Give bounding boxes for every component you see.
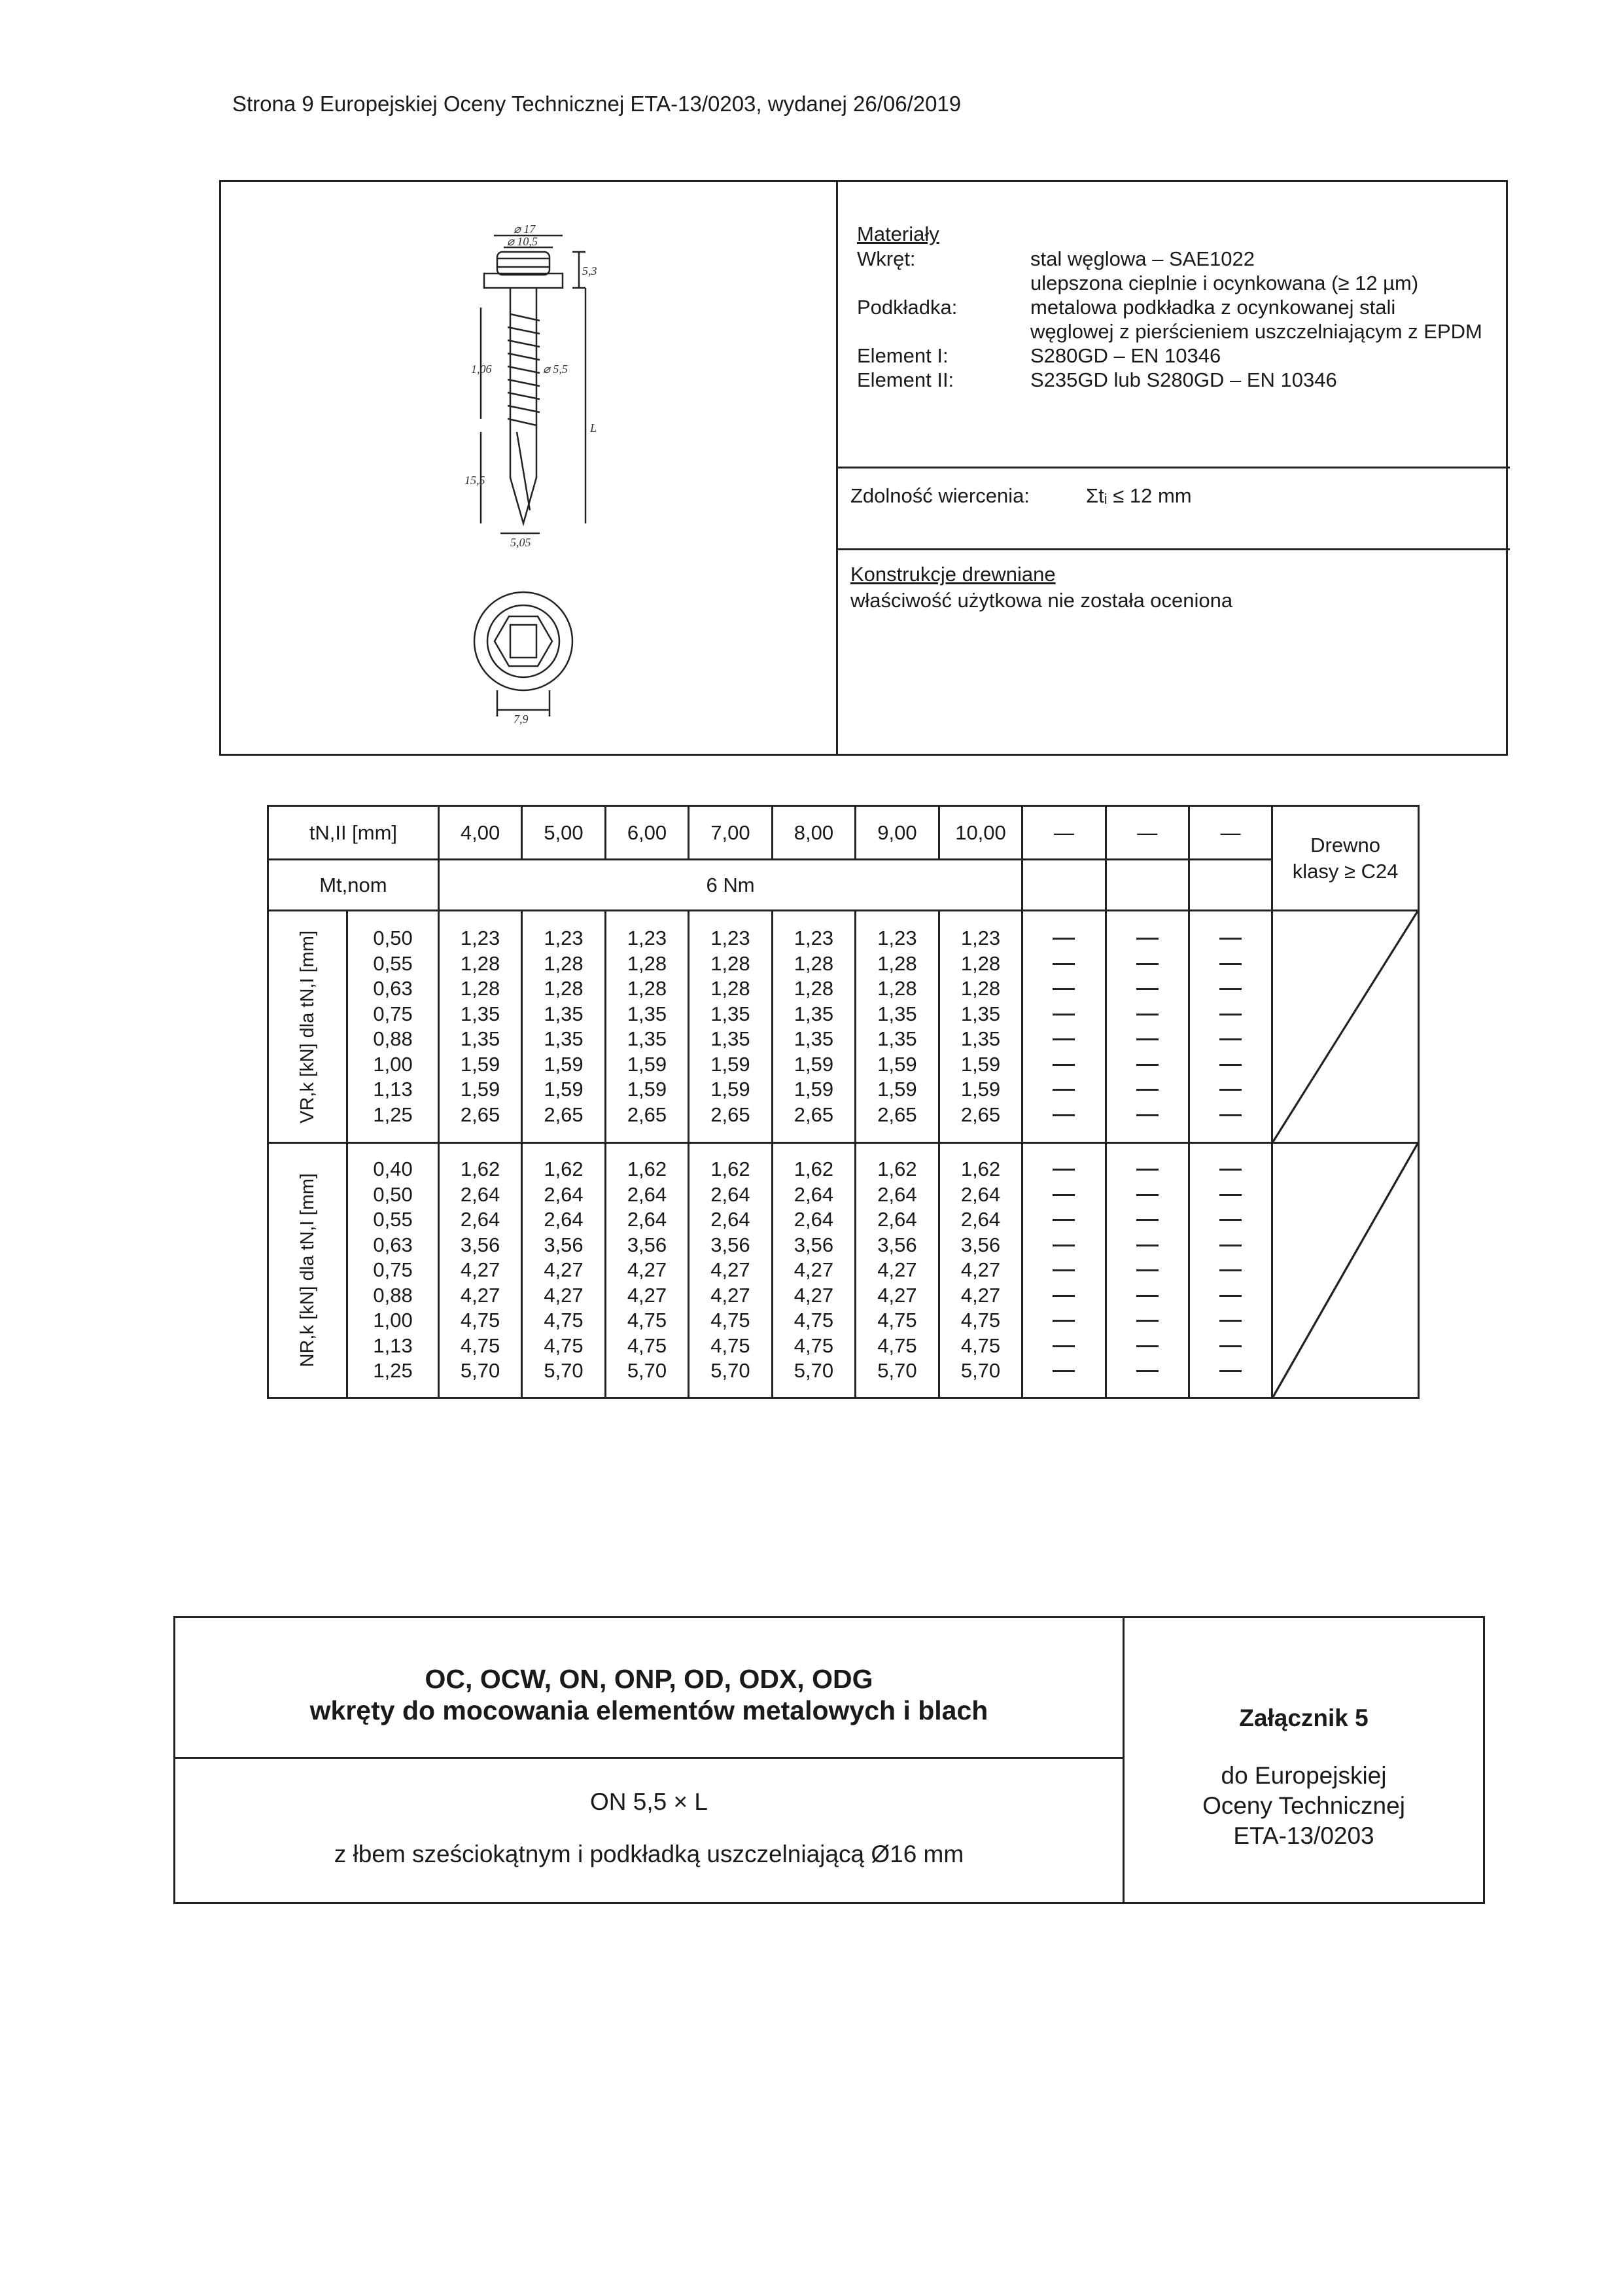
capacity-value: 1,23 [710, 927, 750, 949]
annex-title: Załącznik 5 [1239, 1704, 1369, 1731]
capacity-value: 5,70 [794, 1359, 834, 1383]
capacity-value: 1,23 [627, 927, 667, 949]
dash-mark [1136, 1295, 1159, 1297]
dim-label: ⌀ 10,5 [507, 235, 538, 248]
capacity-value: 4,27 [627, 1283, 667, 1307]
thickness: 0,50 [373, 1182, 413, 1206]
capacity-value: 1,59 [710, 1052, 750, 1076]
capacity-value: 4,27 [794, 1258, 834, 1282]
capacity-value: 4,27 [544, 1283, 584, 1307]
dash-mark [1219, 1114, 1242, 1116]
dash-mark [1136, 1114, 1159, 1116]
capacity-value: 5,70 [460, 1359, 500, 1383]
shear-values-col [856, 911, 939, 1143]
not-applicable-diagonal [1273, 911, 1418, 1142]
material-label [857, 320, 1030, 344]
thickness: 0,40 [373, 1157, 413, 1181]
col-header: 5,00 [522, 806, 605, 860]
tension-values-col [522, 1143, 605, 1398]
capacity-value: 4,27 [627, 1258, 667, 1282]
thickness: 0,63 [373, 977, 413, 1000]
capacity-value: 1,59 [627, 1078, 667, 1101]
dash-mark [1053, 1295, 1075, 1297]
dim-label: 15,5 [464, 474, 485, 487]
dim-label: 7,9 [514, 713, 529, 726]
capacity-value: 2,64 [544, 1182, 584, 1206]
dash-mark [1136, 1169, 1159, 1171]
capacity-value: 1,23 [877, 927, 917, 949]
capacity-value: 2,64 [877, 1208, 917, 1231]
product-name: ON 5,5 × L [590, 1788, 708, 1815]
dash-mark [1053, 938, 1075, 940]
capacity-value: 1,62 [710, 1157, 750, 1181]
capacity-value: 1,59 [877, 1052, 917, 1076]
shear-values-col [772, 911, 855, 1143]
thickness: 1,25 [373, 1359, 413, 1383]
shear-values-col [522, 911, 605, 1143]
dash-mark [1136, 1320, 1159, 1322]
capacity-value: 4,75 [877, 1333, 917, 1357]
capacity-value: 1,35 [460, 1027, 500, 1050]
dash-mark [1219, 1219, 1242, 1221]
capacity-value: 4,27 [544, 1258, 584, 1282]
capacity-value: 1,62 [877, 1157, 917, 1181]
t-label: tN,II [mm] [309, 821, 398, 844]
dash-mark [1219, 1295, 1242, 1297]
thickness: 1,25 [373, 1103, 413, 1126]
capacity-value: 1,59 [460, 1052, 500, 1076]
dash-mark [1219, 1089, 1242, 1091]
thickness: 0,88 [373, 1283, 413, 1307]
screw-side-view [474, 236, 585, 716]
col-header: 4,00 [438, 806, 521, 860]
timber-na-cell [1272, 1143, 1419, 1398]
dim-label: ⌀ 17 [514, 222, 536, 236]
dash-mark [1219, 1038, 1242, 1040]
capacity-value: 2,64 [627, 1208, 667, 1231]
capacity-value: 1,35 [877, 1002, 917, 1025]
material-value: węglowej z pierścieniem uszczelniającym z EPDM [1030, 320, 1482, 343]
material-label [857, 272, 1030, 295]
capacity-value: 1,23 [460, 927, 500, 949]
capacity-value: 4,27 [794, 1283, 834, 1307]
capacity-value: 4,27 [960, 1283, 1001, 1307]
capacity-value: 1,59 [877, 1078, 917, 1101]
thickness: 1,00 [373, 1309, 413, 1332]
tension-values-col [689, 1143, 772, 1398]
dash-mark [1219, 1269, 1242, 1271]
capacity-value: 1,35 [794, 1002, 834, 1025]
capacity-value: 2,65 [627, 1103, 667, 1126]
col-header: — [1106, 806, 1189, 860]
thickness: 0,50 [373, 927, 413, 949]
capacity-value: 4,27 [460, 1283, 500, 1307]
dash-col [1106, 911, 1189, 1143]
capacity-value: 1,28 [460, 977, 500, 1000]
capacity-value: 1,28 [794, 951, 834, 975]
dash-mark [1053, 1320, 1075, 1322]
material-value: S235GD lub S280GD – EN 10346 [1030, 368, 1337, 391]
dash-mark [1136, 988, 1159, 990]
capacity-value: 3,56 [794, 1233, 834, 1256]
shear-values-col [939, 911, 1022, 1143]
dim-label: 1,06 [471, 362, 492, 376]
thickness: 0,55 [373, 1208, 413, 1231]
capacity-value: 1,28 [710, 977, 750, 1000]
capacity-value: 4,27 [877, 1258, 917, 1282]
thickness: 1,00 [373, 1052, 413, 1076]
capacity-value: 2,65 [877, 1103, 917, 1126]
capacity-value: 4,75 [877, 1309, 917, 1332]
capacity-value: 3,56 [460, 1233, 500, 1256]
capacity-value: 1,35 [960, 1002, 1001, 1025]
shear-values-col [438, 911, 521, 1143]
col-header: 7,00 [689, 806, 772, 860]
capacity-value: 5,70 [877, 1359, 917, 1383]
capacity-value: 2,64 [460, 1208, 500, 1231]
capacity-value: 1,23 [544, 927, 584, 949]
capacity-value: 1,62 [544, 1157, 584, 1181]
capacity-value: 4,75 [960, 1333, 1001, 1357]
material-label: Element I: [857, 344, 949, 367]
capacity-value: 2,64 [794, 1208, 834, 1231]
dim-label: L [590, 421, 597, 434]
capacity-value: 4,27 [460, 1258, 500, 1282]
capacity-value: 1,28 [544, 951, 584, 975]
capacity-value: 4,27 [877, 1283, 917, 1307]
capacity-value: 5,70 [544, 1359, 584, 1383]
capacity-value: 1,59 [544, 1078, 584, 1101]
capacity-value: 4,75 [794, 1309, 834, 1332]
dash-col [1189, 911, 1272, 1143]
capacity-value: 3,56 [710, 1233, 750, 1256]
capacity-value: 1,28 [627, 977, 667, 1000]
capacity-value: 4,75 [460, 1333, 500, 1357]
dash-mark [1219, 988, 1242, 990]
capacity-value: 4,27 [960, 1258, 1001, 1282]
thickness-header-row [268, 806, 1419, 860]
capacity-value: 2,64 [460, 1182, 500, 1206]
dash-mark [1219, 1169, 1242, 1171]
dash-col [1106, 1143, 1189, 1398]
capacity-value: 1,62 [627, 1157, 667, 1181]
capacity-value: 1,59 [794, 1078, 834, 1101]
capacity-value: 1,28 [627, 951, 667, 975]
capacity-value: 4,75 [960, 1309, 1001, 1332]
thickness: 1,13 [373, 1333, 413, 1357]
capacity-value: 1,28 [960, 977, 1001, 1000]
dash-mark [1053, 1219, 1075, 1221]
capacity-value: 4,75 [627, 1333, 667, 1357]
dash-mark [1053, 1014, 1075, 1016]
dash-mark [1136, 1345, 1159, 1347]
capacity-value: 1,28 [877, 977, 917, 1000]
dash-mark [1053, 988, 1075, 990]
dash-mark [1136, 1089, 1159, 1091]
capacity-value: 1,62 [794, 1157, 834, 1181]
capacity-value: 5,70 [710, 1359, 750, 1383]
tension-values-col [939, 1143, 1022, 1398]
dash-col [1022, 911, 1106, 1143]
dash-mark [1136, 1269, 1159, 1271]
capacity-value: 4,75 [794, 1333, 834, 1357]
materials-title: Materiały [857, 222, 939, 245]
divider [836, 548, 1510, 550]
capacity-value: 1,62 [460, 1157, 500, 1181]
capacity-value: 4,75 [710, 1333, 750, 1357]
tension-values-col [605, 1143, 688, 1398]
thickness: 0,75 [373, 1002, 413, 1025]
capacity-value: 1,35 [710, 1027, 750, 1050]
material-label: Element II: [857, 368, 954, 391]
capacity-value: 2,64 [794, 1182, 834, 1206]
capacity-value: 5,70 [960, 1359, 1001, 1383]
dash-mark [1136, 1064, 1159, 1066]
material-value: S280GD – EN 10346 [1030, 344, 1221, 367]
dash-mark [1136, 1194, 1159, 1196]
capacity-value: 4,75 [544, 1333, 584, 1357]
dash-mark [1136, 1014, 1159, 1016]
timber-title: Konstrukcje drewniane [850, 563, 1056, 586]
thickness: 0,55 [373, 951, 413, 975]
capacity-value: 1,59 [627, 1052, 667, 1076]
material-label: Podkładka: [857, 296, 958, 319]
capacity-value: 2,64 [960, 1208, 1001, 1231]
capacity-value: 2,64 [544, 1208, 584, 1231]
col-header: 8,00 [772, 806, 855, 860]
footer-box [173, 1616, 1485, 1904]
material-value: metalowa podkładka z ocynkowanej stali [1030, 296, 1396, 319]
capacity-value: 1,35 [877, 1027, 917, 1050]
shear-values-col [605, 911, 688, 1143]
capacity-value: 1,35 [960, 1027, 1001, 1050]
capacity-value: 1,35 [627, 1002, 667, 1025]
dash-mark [1136, 1219, 1159, 1221]
dim-label: ⌀ 5,5 [543, 362, 568, 376]
drilling-value: Σtᵢ ≤ 12 mm [1086, 484, 1192, 507]
col-header: 10,00 [939, 806, 1022, 860]
dash-mark [1053, 1038, 1075, 1040]
capacity-value: 1,28 [544, 977, 584, 1000]
capacity-value: 4,27 [710, 1283, 750, 1307]
dash-mark [1053, 1245, 1075, 1246]
capacity-value: 1,28 [960, 951, 1001, 975]
capacity-value: 1,35 [544, 1002, 584, 1025]
capacity-value: 2,65 [960, 1103, 1001, 1126]
capacity-value: 1,35 [544, 1027, 584, 1050]
dash-mark [1219, 963, 1242, 965]
capacity-value: 2,65 [544, 1103, 584, 1126]
material-label: Wkręt: [857, 247, 916, 270]
capacity-value: 1,62 [960, 1157, 1001, 1181]
dash-mark [1136, 938, 1159, 940]
product-family: OC, OCW, ON, ONP, OD, ODX, ODG [425, 1664, 873, 1694]
capacity-value: 3,56 [544, 1233, 584, 1256]
tension-values-col [438, 1143, 521, 1398]
capacity-value: 1,59 [960, 1078, 1001, 1101]
capacity-value: 1,28 [794, 977, 834, 1000]
capacity-value: 4,75 [544, 1309, 584, 1332]
capacity-value: 2,65 [460, 1103, 500, 1126]
dash-mark [1053, 1269, 1075, 1271]
dash-mark [1219, 1014, 1242, 1016]
dim-label: 5,3 [582, 264, 597, 277]
capacity-value: 1,59 [544, 1052, 584, 1076]
dash-col [1022, 1143, 1106, 1398]
tension-label: NR,k [kN] dla tN,I [mm] [296, 1173, 318, 1368]
material-value: ulepszona cieplnie i ocynkowana (≥ 12 µm) [1030, 272, 1419, 294]
thickness: 0,63 [373, 1233, 413, 1256]
tension-row [268, 1143, 1419, 1398]
shear-label: VR,k [kN] dla tN,I [mm] [296, 930, 318, 1123]
torque-row [268, 860, 1419, 911]
annex-line: ETA-13/0203 [1233, 1822, 1374, 1849]
capacity-value: 1,28 [710, 951, 750, 975]
capacity-value: 3,56 [960, 1233, 1001, 1256]
tension-values-col [856, 1143, 939, 1398]
col-header: 9,00 [856, 806, 939, 860]
timber-text: właściwość użytkowa nie została oceniona [850, 589, 1233, 612]
capacity-value: 4,75 [460, 1309, 500, 1332]
capacity-value: 1,23 [794, 927, 834, 949]
dash-mark [1136, 1245, 1159, 1246]
dash-mark [1219, 1064, 1242, 1066]
capacity-value: 1,59 [960, 1052, 1001, 1076]
annex-line: Oceny Technicznej [1202, 1792, 1405, 1819]
dash-mark [1219, 1245, 1242, 1246]
dash-mark [1053, 963, 1075, 965]
col-header: — [1022, 806, 1106, 860]
dash-mark [1053, 1345, 1075, 1347]
capacity-value: 1,28 [460, 951, 500, 975]
tension-values-col [772, 1143, 855, 1398]
annex-line: do Europejskiej [1221, 1762, 1387, 1789]
screw-drawing [445, 222, 615, 746]
capacity-value: 1,59 [710, 1078, 750, 1101]
shear-row [268, 911, 1419, 1143]
capacity-value: 1,59 [460, 1078, 500, 1101]
capacity-value: 2,64 [877, 1182, 917, 1206]
capacity-value: 1,35 [794, 1027, 834, 1050]
capacity-value: 1,35 [460, 1002, 500, 1025]
shear-values-col [689, 911, 772, 1143]
capacity-value: 1,35 [710, 1002, 750, 1025]
dash-mark [1053, 1089, 1075, 1091]
dash-mark [1136, 1370, 1159, 1372]
divider [836, 467, 1510, 468]
capacity-value: 1,59 [794, 1052, 834, 1076]
capacity-value: 1,23 [960, 927, 1001, 949]
capacity-value: 3,56 [627, 1233, 667, 1256]
page-header: Strona 9 Europejskiej Oceny Technicznej ETA-13/0203, wydanej 26/06/2019 [232, 92, 962, 116]
dash-mark [1136, 1038, 1159, 1040]
thickness: 0,88 [373, 1027, 413, 1050]
capacity-value: 4,75 [710, 1309, 750, 1332]
dash-mark [1219, 1370, 1242, 1372]
capacity-value: 1,28 [877, 951, 917, 975]
capacity-table [267, 805, 1420, 1399]
dim-label: 5,05 [510, 536, 531, 549]
dash-mark [1219, 1194, 1242, 1196]
thickness: 0,75 [373, 1258, 413, 1282]
capacity-value: 1,35 [627, 1027, 667, 1050]
col-header: 6,00 [605, 806, 688, 860]
dash-mark [1053, 1064, 1075, 1066]
capacity-value: 4,27 [710, 1258, 750, 1282]
dash-col [1189, 1143, 1272, 1398]
capacity-value: 2,64 [710, 1208, 750, 1231]
capacity-value: 4,75 [627, 1309, 667, 1332]
material-value: stal węglowa – SAE1022 [1030, 247, 1255, 270]
dash-mark [1219, 1320, 1242, 1322]
dash-mark [1219, 938, 1242, 940]
capacity-value: 2,64 [627, 1182, 667, 1206]
product-detail: z łbem sześciokątnym i podkładką uszczelniającą Ø16 mm [334, 1841, 964, 1867]
vertical-divider [1123, 1618, 1125, 1904]
capacity-value: 2,64 [960, 1182, 1001, 1206]
materials-list [857, 247, 1527, 392]
dash-mark [1053, 1370, 1075, 1372]
dash-mark [1219, 1345, 1242, 1347]
capacity-value: 2,64 [710, 1182, 750, 1206]
torque-value: 6 Nm [438, 860, 1022, 911]
capacity-value: 5,70 [627, 1359, 667, 1383]
capacity-value: 2,65 [710, 1103, 750, 1126]
product-description: wkręty do mocowania elementów metalowych i blach [309, 1695, 988, 1725]
dash-mark [1136, 963, 1159, 965]
vertical-divider [836, 182, 838, 756]
dash-mark [1053, 1169, 1075, 1171]
capacity-value: 2,65 [794, 1103, 834, 1126]
thickness: 1,13 [373, 1078, 413, 1101]
not-applicable-diagonal [1273, 1144, 1418, 1397]
timber-column-header: Drewno klasy ≥ C24 [1292, 833, 1399, 883]
dash-mark [1053, 1114, 1075, 1116]
capacity-value: 3,56 [877, 1233, 917, 1256]
divider [175, 1757, 1123, 1759]
timber-na-cell [1272, 911, 1419, 1143]
m-label: Mt,nom [268, 860, 439, 911]
drilling-label: Zdolność wiercenia: [850, 484, 1030, 507]
col-header: — [1189, 806, 1272, 860]
dash-mark [1053, 1194, 1075, 1196]
